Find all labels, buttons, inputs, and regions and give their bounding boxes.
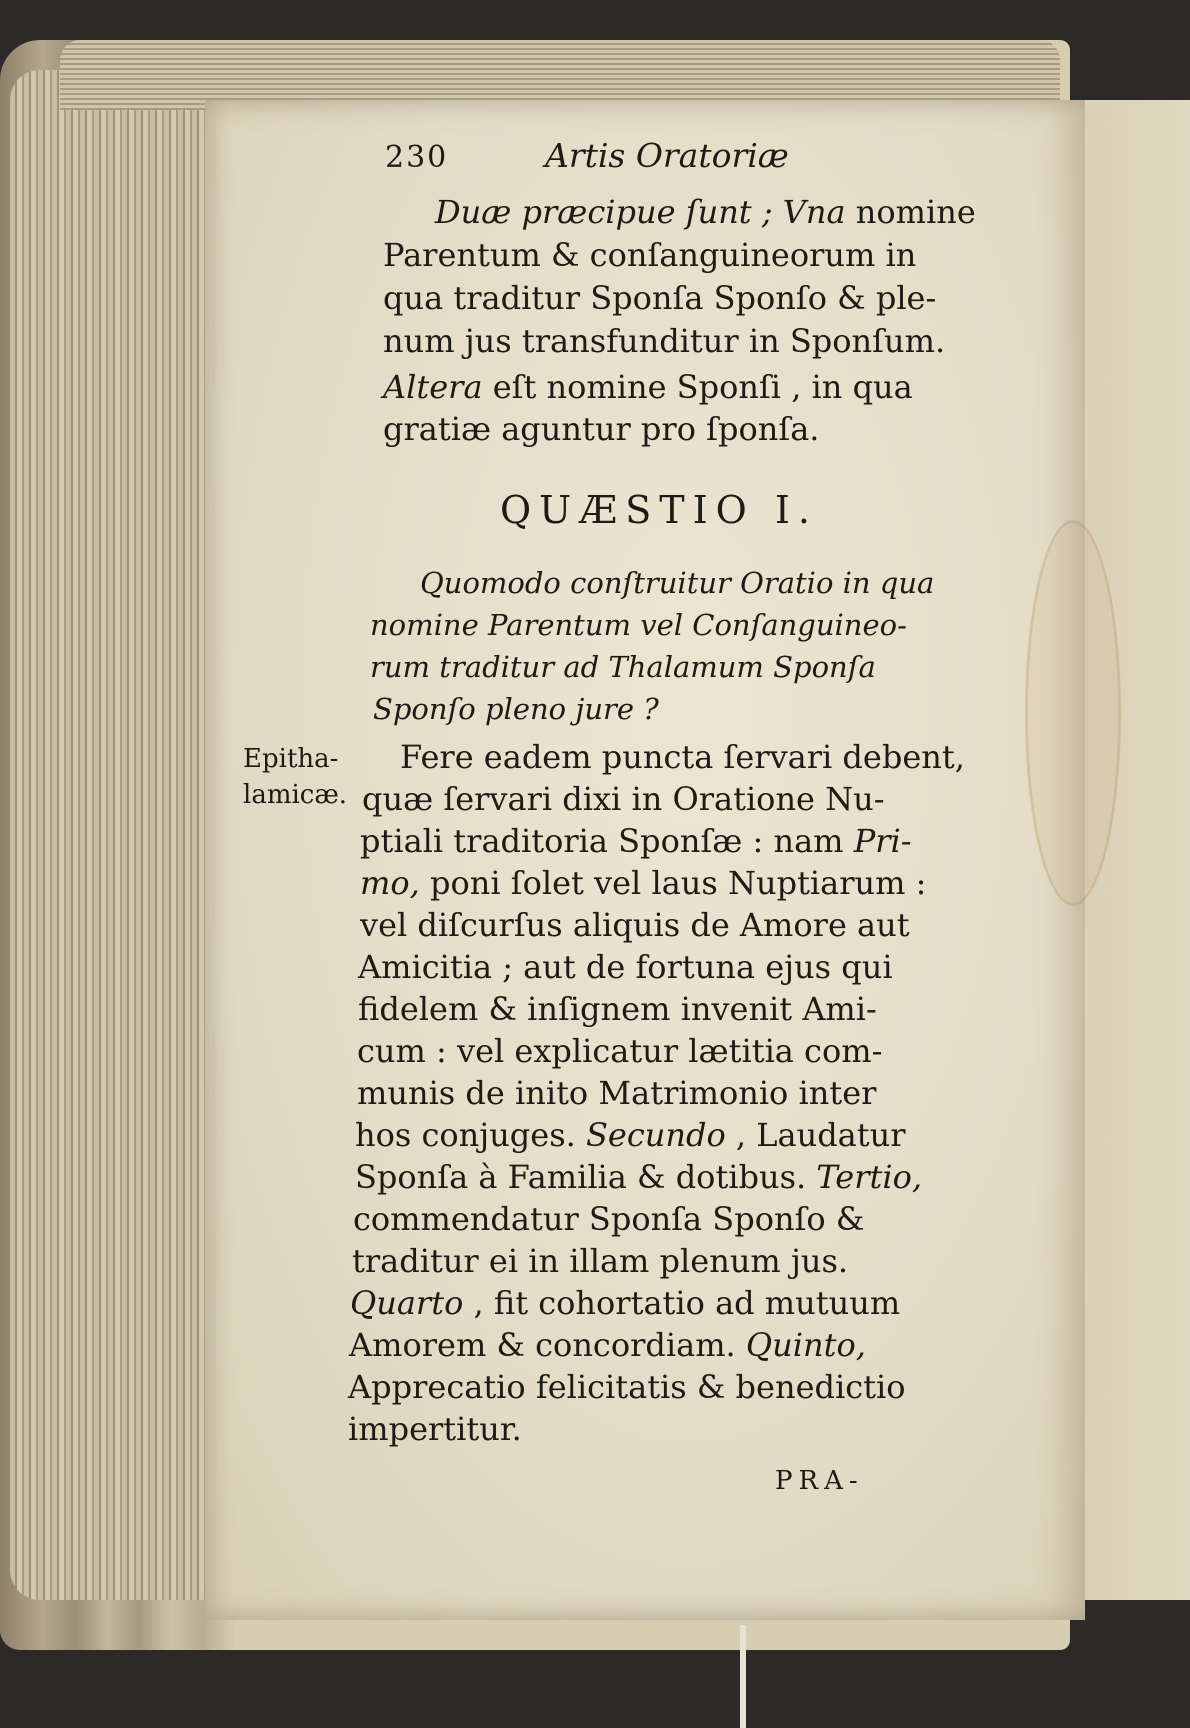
text-run: Parentum & conſanguineorum in [383,236,917,274]
text-run: poni ſolet vel laus Nuptiarum : [419,864,927,902]
text-run: Altera [383,368,483,406]
body-line [360,822,912,860]
text-run: Duæ præcipue ſunt ; [435,193,783,231]
text-run: munis de inito Matrimonio inter [357,1074,877,1112]
body-line [353,1200,864,1238]
intro-line [435,193,976,231]
section-heading: QUÆSTIO I. [500,488,818,532]
intro-line [383,279,936,317]
question-line: Sponſo pleno jure ? [373,692,659,726]
intro-line [383,368,913,406]
intro-line [383,410,819,448]
text-run: Secundo [585,1116,726,1154]
bookmark-ribbon [740,1625,746,1728]
text-run: ptiali traditoria Sponſæ : nam [360,822,854,860]
text-run: , fit cohortatio ad mutuum [463,1284,901,1322]
text-run: Amorem & concordiam. [349,1326,746,1364]
text-run: traditur ei in illam plenum jus. [352,1242,849,1280]
text-run: Pri- [853,822,912,860]
text-run: Sponſa à Familia & dotibus. [355,1158,817,1196]
catchword: PRA- [775,1466,864,1496]
intro-line [383,322,945,360]
text-run: Quinto, [745,1326,866,1364]
body-line [352,1242,848,1280]
page-number: 230 [385,140,449,175]
text-run: Amicitia ; aut de fortuna ejus qui [358,948,893,986]
intro-line [383,236,916,274]
body-line [362,780,885,818]
text-run: , Laudatur [725,1116,906,1154]
text-run: quæ ſervari dixi in Oratione Nu- [362,780,885,818]
text-run: commendatur Sponſa Sponſo & [353,1200,865,1238]
text-run: eſt nomine Sponſi , in qua [482,368,913,406]
text-run: num jus transfunditur in Sponſum. [383,322,946,360]
body-line [400,738,965,776]
margin-note-line-2: lamicæ. [243,780,348,810]
body-line [357,1032,882,1070]
text-run: Vna [782,193,846,231]
text-run: gratiæ aguntur pro ſponſa. [383,410,820,448]
text-run: Apprecatio felicitatis & benedictio [348,1368,906,1406]
body-line [355,1158,922,1196]
page-edges-left [10,70,230,1600]
body-line [350,1284,900,1322]
text-run: impertitur. [348,1410,522,1448]
body-line [360,906,910,944]
text-run: hos conjuges. [355,1116,586,1154]
body-line [349,1326,866,1364]
text-run: qua traditur Sponſa Sponſo & ple- [383,279,937,317]
body-line [358,990,877,1028]
text-run: vel diſcurſus aliquis de Amore aut [360,906,910,944]
body-line [357,1074,876,1112]
question-line: nomine Parentum vel Conſanguineo- [370,608,907,642]
body-line [348,1368,906,1406]
text-run: Tertio, [816,1158,923,1196]
text-run: cum : vel explicatur lætitia com- [357,1032,883,1070]
text-run: mo, [360,864,420,902]
text-run: Fere eadem puncta ſervari debent, [400,738,965,776]
body-line [360,864,926,902]
body-line [355,1116,906,1154]
text-run: nomine [845,193,976,231]
body-line [358,948,893,986]
running-head: Artis Oratoriæ [545,136,789,175]
page-stain [1025,520,1121,906]
body-line [348,1410,522,1448]
text-run: fidelem & inſignem invenit Ami- [358,990,877,1028]
question-line: Quomodo conſtruitur Oratio in qua [420,566,935,600]
margin-note-line-1: Epitha- [243,744,339,774]
question-line: rum traditur ad Thalamum Sponſa [370,650,876,684]
text-run: Quarto [350,1284,464,1322]
